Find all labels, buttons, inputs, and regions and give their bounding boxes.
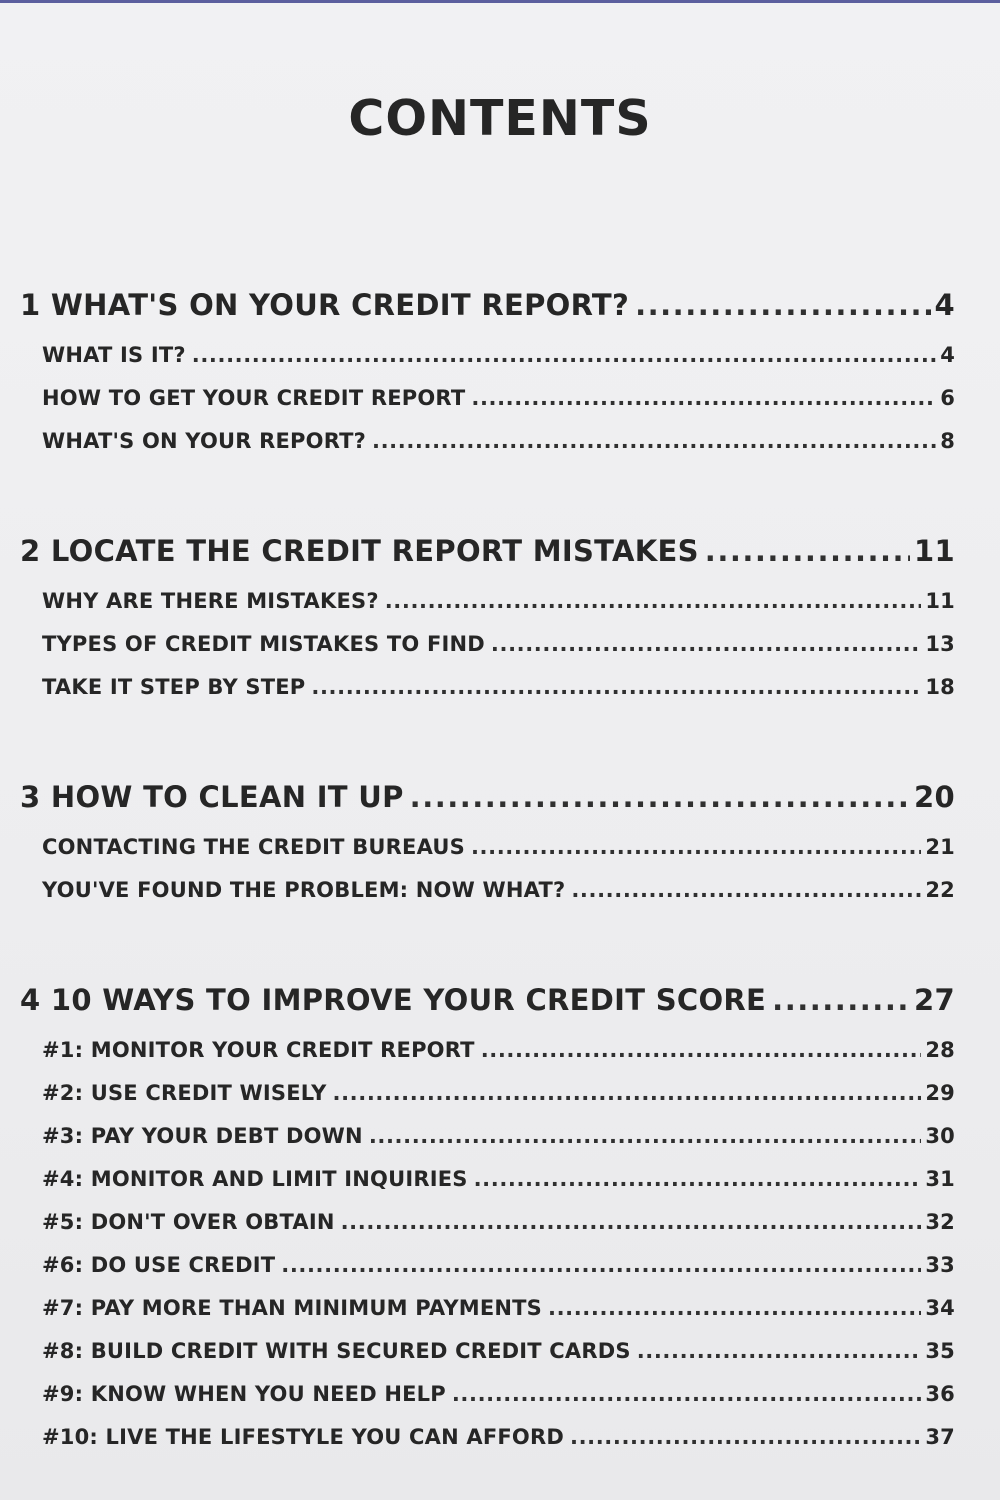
toc-chapter-entry[interactable]	[20, 978, 955, 1022]
dot-leader	[372, 420, 936, 463]
dot-leader	[281, 1244, 921, 1287]
toc-section-entry[interactable]	[42, 580, 955, 623]
toc-section-entry[interactable]	[42, 1373, 955, 1416]
dot-leader	[369, 1115, 922, 1158]
section-title: #4: MONITOR AND LIMIT INQUIRIES	[42, 1167, 468, 1191]
section-page-number: 21	[925, 835, 955, 859]
section-title: #2: USE CREDIT WISELY	[42, 1081, 327, 1105]
toc-chapter-entry[interactable]	[20, 283, 955, 327]
section-title: #7: PAY MORE THAN MINIMUM PAYMENTS	[42, 1296, 542, 1320]
section-page-number: 29	[925, 1081, 955, 1105]
dot-leader	[491, 623, 921, 666]
toc-chapter-entry[interactable]	[20, 529, 955, 573]
section-title: WHAT IS IT?	[42, 343, 186, 367]
dot-leader	[471, 826, 921, 869]
toc-section-entry[interactable]	[42, 1115, 955, 1158]
toc-section-entry[interactable]	[42, 1201, 955, 1244]
toc-chapter-entry[interactable]	[20, 775, 955, 819]
toc-chapter-1	[20, 283, 955, 463]
dot-leader	[705, 529, 910, 573]
chapter-page-number: 27	[914, 983, 955, 1017]
section-page-number: 6	[940, 386, 955, 410]
section-list	[20, 826, 955, 912]
dot-leader	[571, 869, 921, 912]
section-title: HOW TO GET YOUR CREDIT REPORT	[42, 386, 466, 410]
toc-section-entry[interactable]	[42, 826, 955, 869]
dot-leader	[471, 377, 936, 420]
toc-section-entry[interactable]	[42, 666, 955, 709]
section-title: YOU'VE FOUND THE PROBLEM: NOW WHAT?	[42, 878, 566, 902]
toc-section-entry[interactable]	[42, 1158, 955, 1201]
toc-section-entry[interactable]	[42, 1029, 955, 1072]
section-title: #5: DON'T OVER OBTAIN	[42, 1210, 335, 1234]
section-page-number: 33	[925, 1253, 955, 1277]
toc-chapter-2	[20, 529, 955, 709]
dot-leader	[410, 775, 910, 819]
section-page-number: 32	[925, 1210, 955, 1234]
section-title: #9: KNOW WHEN YOU NEED HELP	[42, 1382, 446, 1406]
dot-leader	[341, 1201, 922, 1244]
toc-chapter-3	[20, 775, 955, 912]
section-title: #8: BUILD CREDIT WITH SECURED CREDIT CARDS	[42, 1339, 631, 1363]
chapter-page-number: 11	[914, 534, 955, 568]
section-title: TAKE IT STEP BY STEP	[42, 675, 306, 699]
section-page-number: 22	[925, 878, 955, 902]
dot-leader	[635, 283, 930, 327]
toc-chapter-4	[20, 978, 955, 1459]
toc-section-entry[interactable]	[42, 377, 955, 420]
dot-leader	[311, 666, 921, 709]
toc-section-entry[interactable]	[42, 1330, 955, 1373]
section-page-number: 18	[925, 675, 955, 699]
dot-leader	[570, 1416, 921, 1459]
chapter-title: 2 LOCATE THE CREDIT REPORT MISTAKES	[20, 534, 699, 568]
chapter-page-number: 20	[914, 780, 955, 814]
toc-section-entry[interactable]	[42, 1072, 955, 1115]
section-title: CONTACTING THE CREDIT BUREAUS	[42, 835, 465, 859]
toc-section-entry[interactable]	[42, 1416, 955, 1459]
chapter-title: 1 WHAT'S ON YOUR CREDIT REPORT?	[20, 288, 630, 322]
dot-leader	[333, 1072, 922, 1115]
toc-section-entry[interactable]	[42, 623, 955, 666]
toc-section-entry[interactable]	[42, 869, 955, 912]
toc-section-entry[interactable]	[42, 334, 955, 377]
table-of-contents	[20, 283, 955, 1459]
section-title: #3: PAY YOUR DEBT DOWN	[42, 1124, 363, 1148]
dot-leader	[474, 1158, 922, 1201]
chapter-title: 3 HOW TO CLEAN IT UP	[20, 780, 404, 814]
chapter-title: 4 10 WAYS TO IMPROVE YOUR CREDIT SCORE	[20, 983, 767, 1017]
chapter-page-number: 4	[934, 288, 955, 322]
section-page-number: 8	[940, 429, 955, 453]
section-page-number: 4	[940, 343, 955, 367]
section-list	[20, 1029, 955, 1459]
section-page-number: 36	[925, 1382, 955, 1406]
section-title: TYPES OF CREDIT MISTAKES TO FIND	[42, 632, 485, 656]
section-page-number: 35	[925, 1339, 955, 1363]
section-title: #10: LIVE THE LIFESTYLE YOU CAN AFFORD	[42, 1425, 564, 1449]
dot-leader	[192, 334, 936, 377]
section-page-number: 11	[925, 589, 955, 613]
dot-leader	[772, 978, 910, 1022]
section-page-number: 30	[925, 1124, 955, 1148]
section-page-number: 37	[925, 1425, 955, 1449]
section-page-number: 34	[925, 1296, 955, 1320]
dot-leader	[452, 1373, 922, 1416]
section-title: WHAT'S ON YOUR REPORT?	[42, 429, 367, 453]
section-title: #6: DO USE CREDIT	[42, 1253, 276, 1277]
section-page-number: 31	[925, 1167, 955, 1191]
section-page-number: 28	[925, 1038, 955, 1062]
section-list	[20, 334, 955, 463]
dot-leader	[481, 1029, 922, 1072]
section-page-number: 13	[925, 632, 955, 656]
top-border-rule	[0, 0, 1000, 3]
page-title: CONTENTS	[348, 90, 652, 147]
dot-leader	[637, 1330, 922, 1373]
dot-leader	[548, 1287, 921, 1330]
dot-leader	[385, 580, 922, 623]
toc-section-entry[interactable]	[42, 1244, 955, 1287]
section-list	[20, 580, 955, 709]
toc-section-entry[interactable]	[42, 420, 955, 463]
section-title: WHY ARE THERE MISTAKES?	[42, 589, 379, 613]
section-title: #1: MONITOR YOUR CREDIT REPORT	[42, 1038, 475, 1062]
toc-section-entry[interactable]	[42, 1287, 955, 1330]
